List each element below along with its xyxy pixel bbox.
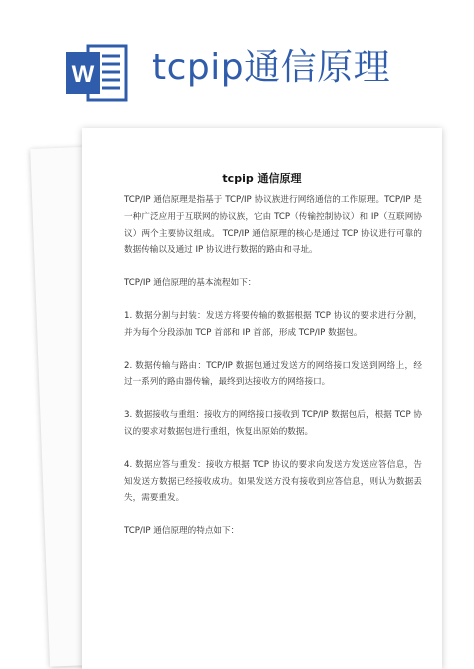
paragraph-step-3: 3. 数据接收与重组：接收方的网络接口接收到 TCP/IP 数据包后，根据 TCP 协议的要求对数据包进行重组，恢复出原始的数据。 (124, 410, 422, 437)
word-document-icon (64, 40, 130, 106)
banner-title: tcpip通信原理 (152, 47, 391, 88)
document-title: tcpip 通信原理 (222, 172, 302, 185)
paragraph-step-4: 4. 数据应答与重发：接收方根据 TCP 协议的要求向发送方发送应答信息，告知发送方数据已经接收成功。如果发送方没有接收到应答信息，则认为数据丢失，需要重发。 (124, 459, 422, 504)
document-page (82, 128, 442, 669)
paragraph-intro: TCP/IP 通信原理是指基于 TCP/IP 协议族进行网络通信的工作原理。TCP/IP 是一种广泛应用于互联网的协议族，它由 TCP（传输控制协议）和 IP（互联网协议）两个主要协议组成。 TCP/IP 通信原理的核心是通过 TCP 协议进行可靠的数据传输以及通过 IP 协议进行数据的路由和寻址。 (124, 195, 422, 256)
paragraph-flow-heading: TCP/IP 通信原理的基本流程如下： (124, 278, 257, 289)
paragraph-features-heading: TCP/IP 通信原理的特点如下： (124, 526, 240, 537)
paragraph-step-2: 2. 数据传输与路由：TCP/IP 数据包通过发送方的网络接口发送到网络上，经过一系列的路由器传输，最终到达接收方的网络接口。 (124, 360, 422, 388)
header-banner (0, 0, 474, 120)
paragraph-step-1: 1. 数据分割与封装：发送方将要传输的数据根据 TCP 协议的要求进行分割，并为每个分段添加 TCP 首部和 IP 首部，形成 TCP/IP 数据包。 (124, 310, 422, 338)
document-body (124, 192, 422, 540)
word-logo-letter: W (71, 61, 95, 88)
